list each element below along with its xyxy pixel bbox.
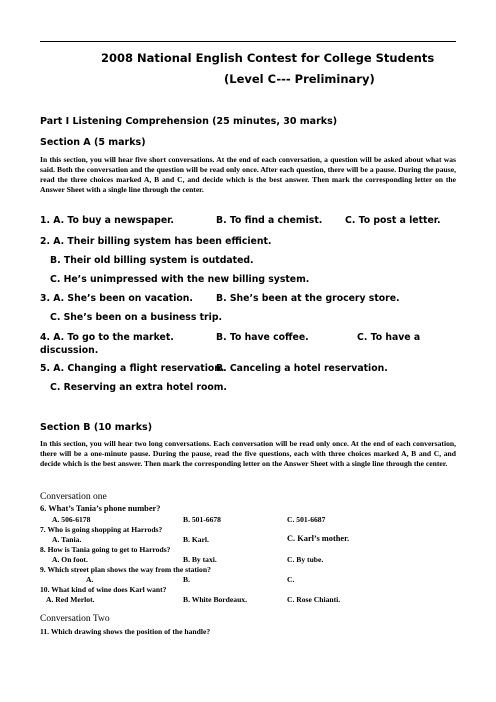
q3-option-a: 3. A. She’s been on vacation. bbox=[40, 293, 193, 304]
q11-question: 11. Which drawing shows the position of the handle? bbox=[40, 627, 211, 636]
q5-option-a: 5. A. Changing a flight reservation. bbox=[40, 363, 225, 374]
q10-question: 10. What kind of wine does Karl want? bbox=[40, 585, 167, 594]
section-b-heading: Section B (10 marks) bbox=[40, 422, 153, 433]
q7-question: 7. Who is going shopping at Harrods? bbox=[40, 525, 163, 534]
conversation-one-heading: Conversation one bbox=[40, 492, 107, 502]
q8-question: 8. How is Tania going to get to Harrods? bbox=[40, 545, 171, 554]
q1-option-c: C. To post a letter. bbox=[345, 215, 441, 226]
q4-option-a: 4. A. To go to the market. bbox=[40, 332, 174, 343]
page-subtitle: (Level C--- Preliminary) bbox=[224, 72, 375, 86]
section-a-instructions: In this section, you will hear five short conversations. At the end of each conversation, a question will be asked about what was said. Both the conversation and the question will be read only once. After each question, there will be a pause. During the pause, read the three choices marked A, B and C, and decide which is the best answer. Then mark the corresponding letter on the Answer Sheet with a single line through the center. bbox=[40, 155, 456, 195]
q4-option-b: B. To have coffee. bbox=[216, 332, 309, 343]
q10-option-a: A. Red Merlot. bbox=[46, 595, 95, 604]
q8-option-b: B. By taxi. bbox=[183, 555, 217, 564]
section-a-heading: Section A (5 marks) bbox=[40, 137, 146, 148]
part1-heading: Part I Listening Comprehension (25 minutes, 30 marks) bbox=[40, 116, 338, 127]
header-rule bbox=[40, 41, 456, 42]
q2-option-b: B. Their old billing system is outdated. bbox=[50, 255, 254, 266]
q2-option-c: C. He’s unimpressed with the new billing system. bbox=[50, 274, 310, 285]
q8-option-a: A. On foot. bbox=[52, 555, 88, 564]
q6-option-b: B. 501-6678 bbox=[183, 515, 221, 524]
q9-option-c: C. bbox=[287, 575, 295, 584]
q5-option-c: C. Reserving an extra hotel room. bbox=[50, 382, 227, 393]
q7-option-a: A. Tania. bbox=[52, 535, 82, 544]
q9-option-a: A. bbox=[86, 575, 94, 584]
q10-option-b: B. White Bordeaux. bbox=[183, 595, 247, 604]
q8-option-c: C. By tube. bbox=[287, 555, 324, 564]
q7-option-c: C. Karl’s mother. bbox=[287, 534, 350, 543]
q5-option-b: B. Canceling a hotel reservation. bbox=[216, 363, 388, 374]
q6-option-c: C. 501-6687 bbox=[287, 515, 326, 524]
q1-option-b: B. To find a chemist. bbox=[216, 215, 323, 226]
q1-option-a: 1. A. To buy a newspaper. bbox=[40, 215, 174, 226]
q6-question: 6. What’s Tania’s phone number? bbox=[40, 504, 161, 513]
q4-option-c: C. To have a bbox=[357, 332, 421, 343]
q2-option-a: 2. A. Their billing system has been efficient. bbox=[40, 236, 272, 247]
q9-option-b: B. bbox=[183, 575, 190, 584]
q6-option-a: A. 506-6178 bbox=[52, 515, 91, 524]
q9-question: 9. Which street plan shows the way from the station? bbox=[40, 565, 211, 574]
page-title: 2008 National English Contest for College Students bbox=[101, 51, 435, 65]
q7-option-b: B. Karl. bbox=[183, 535, 209, 544]
q4-option-c-continued: discussion. bbox=[40, 345, 99, 356]
conversation-two-heading: Conversation Two bbox=[40, 614, 110, 624]
q3-option-c: C. She’s been on a business trip. bbox=[50, 312, 223, 323]
section-b-instructions: In this section, you will hear two long conversations. Each conversation will be read only once. At the end of each conversation, there will be a one-minute pause. During the pause, read the five questions, each with three choices marked A, B and C, and decide which is the best answer. Then mark the corresponding letter on the Answer Sheet with a single line through the center. bbox=[40, 439, 456, 469]
q10-option-c: C. Rose Chianti. bbox=[287, 595, 341, 604]
q3-option-b: B. She’s been at the grocery store. bbox=[216, 293, 400, 304]
